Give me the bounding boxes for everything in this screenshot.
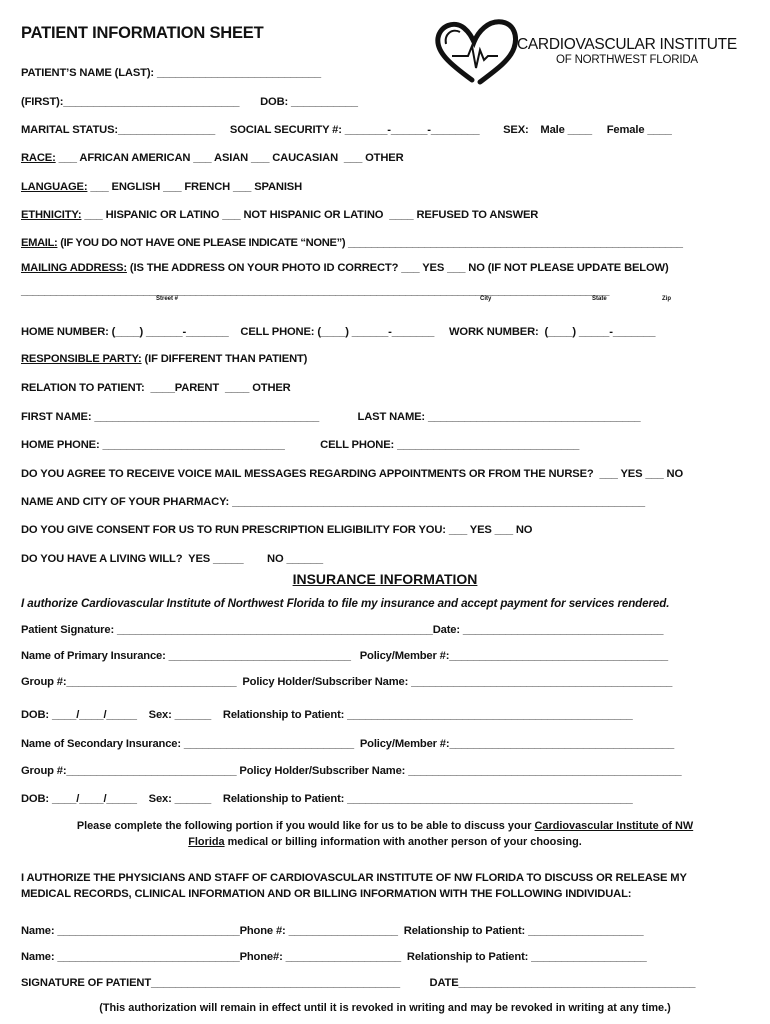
race-options: ___ AFRICAN AMERICAN ___ ASIAN ___ CAUCASIAN ___ OTHER — [55, 152, 404, 164]
heart-logo-icon — [432, 16, 522, 88]
secondary-dob-field[interactable]: DOB: ____/____/_____ Sex: ______ Relationship to Patient: _______________________________________________ — [21, 793, 633, 805]
cardiovascular-institute-logo — [432, 16, 744, 88]
language-label: LANGUAGE: — [21, 181, 88, 193]
release-organization-name: Cardiovascular Institute of NW — [534, 820, 694, 832]
revocation-note: (This authorization will remain in effect until it is revoked in writing and may be revoked in writing at any time.) — [99, 1002, 671, 1014]
relation-to-patient-field[interactable]: RELATION TO PATIENT: ____PARENT ____ OTHER — [21, 382, 291, 394]
secondary-group-field[interactable]: Group #:____________________________ Policy Holder/Subscriber Name: _____________________________________________ — [21, 765, 682, 777]
release-contact-2-field[interactable]: Name: ______________________________Phone#: ___________________ Relationship to Patient: ___________________ — [21, 951, 647, 963]
release-authorization-line-2: MEDICAL RECORDS, CLINICAL INFORMATION AND OR BILLING INFORMATION WITH THE FOLLOWING INDIVIDUAL: — [21, 888, 632, 900]
primary-insurance-field[interactable]: Name of Primary Insurance: ______________________________ Policy/Member #:____________________________________ — [21, 650, 668, 662]
responsible-party-label: RESPONSIBLE PARTY: — [21, 353, 142, 365]
ethnicity-options: ___ HISPANIC OR LATINO ___ NOT HISPANIC OR LATINO ____ REFUSED TO ANSWER — [81, 209, 539, 221]
language-field[interactable] — [21, 180, 302, 194]
state-caption: State — [592, 296, 607, 302]
ethnicity-field[interactable] — [21, 208, 538, 222]
mailing-address-label: MAILING ADDRESS: — [21, 262, 127, 274]
patient-last-name-field[interactable]: PATIENT’S NAME (LAST): ___________________________ — [21, 67, 321, 79]
email-field[interactable] — [21, 236, 683, 250]
mailing-address-question[interactable] — [21, 261, 669, 275]
responsible-names-field[interactable]: FIRST NAME: _____________________________________ LAST NAME: ___________________________________ — [21, 411, 641, 423]
address-blank-line[interactable]: _____________________________________________________________________________________________________ — [21, 285, 610, 297]
release-contact-1-field[interactable]: Name: ______________________________Phone #: __________________ Relationship to Patient: ___________________ — [21, 925, 644, 937]
pharmacy-field[interactable]: NAME AND CITY OF YOUR PHARMACY: ____________________________________________________________________ — [21, 496, 645, 508]
release-instructions-text: Please complete the following portion if you would like for us to be able to discuss your — [76, 820, 535, 832]
voicemail-consent-field[interactable]: DO YOU AGREE TO RECEIVE VOICE MAIL MESSAGES REGARDING APPOINTMENTS OR FROM THE NURSE? ___ YES ___ NO — [21, 468, 684, 480]
race-label: RACE: — [21, 152, 56, 164]
living-will-field[interactable]: DO YOU HAVE A LIVING WILL? YES _____ NO ______ — [21, 553, 323, 565]
page-title: PATIENT INFORMATION SHEET — [21, 24, 264, 42]
ethnicity-label: ETHNICITY: — [21, 209, 82, 221]
phone-numbers-field[interactable]: HOME NUMBER: (____) ______-_______ CELL PHONE: (____) ______-_______ WORK NUMBER: (____) _____-_______ — [21, 326, 656, 338]
email-label: EMAIL: — [21, 237, 58, 249]
logo-line-1: CARDIOVASCULAR INSTITUTE — [517, 36, 737, 53]
email-instructions: (IF YOU DO NOT HAVE ONE PLEASE INDICATE “NONE”) _________________________________________________________ — [57, 237, 683, 249]
patient-first-name-dob-field[interactable]: (FIRST):_____________________________ DOB: ___________ — [21, 96, 358, 108]
responsible-phones-field[interactable]: HOME PHONE: ______________________________ CELL PHONE: ______________________________ — [21, 439, 580, 451]
secondary-insurance-field[interactable]: Name of Secondary Insurance: ____________________________ Policy/Member #:_____________________________________ — [21, 738, 675, 750]
zip-caption: Zip — [662, 296, 671, 302]
release-instructions-line-1 — [10, 820, 760, 832]
patient-signature-field[interactable]: Patient Signature: ____________________________________________________Date: _________________________________ — [21, 624, 664, 636]
logo-line-2: OF NORTHWEST FLORIDA — [556, 54, 698, 66]
mailing-address-options: (IS THE ADDRESS ON YOUR PHOTO ID CORRECT? ___ YES ___ NO (IF NOT PLEASE UPDATE BELOW) — [126, 262, 669, 274]
release-instructions-line-2 — [10, 836, 760, 848]
insurance-heading: INSURANCE INFORMATION — [292, 571, 478, 587]
responsible-party-note: (IF DIFFERENT THAN PATIENT) — [141, 353, 308, 365]
street-caption: Street # — [156, 296, 179, 302]
insurance-authorization-text: I authorize Cardiovascular Institute of Northwest Florida to file my insurance and accept payment for services rendered. — [21, 597, 670, 610]
patient-signature-date-field[interactable]: SIGNATURE OF PATIENT_________________________________________ DATE_______________________________________ — [21, 977, 696, 989]
responsible-party-heading — [21, 352, 307, 366]
race-field[interactable] — [21, 151, 404, 165]
marital-ssn-sex-field[interactable]: MARITAL STATUS:________________ SOCIAL SECURITY #: _______-______-________ SEX: Male ____ Female ____ — [21, 124, 672, 136]
language-options: ___ ENGLISH ___ FRENCH ___ SPANISH — [87, 181, 303, 193]
release-organization-name-cont: Florida — [188, 836, 225, 848]
prescription-consent-field[interactable]: DO YOU GIVE CONSENT FOR US TO RUN PRESCRIPTION ELIGIBILITY FOR YOU: ___ YES ___ NO — [21, 524, 533, 536]
release-instructions-text-cont: medical or billing information with another person of your choosing. — [224, 836, 582, 848]
primary-dob-field[interactable]: DOB: ____/____/_____ Sex: ______ Relationship to Patient: _______________________________________________ — [21, 709, 633, 721]
release-authorization-line-1: I AUTHORIZE THE PHYSICIANS AND STAFF OF CARDIOVASCULAR INSTITUTE OF NW FLORIDA TO DISCUSS OR RELEASE MY — [21, 872, 687, 884]
city-caption: City — [480, 296, 492, 302]
primary-group-field[interactable]: Group #:____________________________ Policy Holder/Subscriber Name: ___________________________________________ — [21, 676, 673, 688]
